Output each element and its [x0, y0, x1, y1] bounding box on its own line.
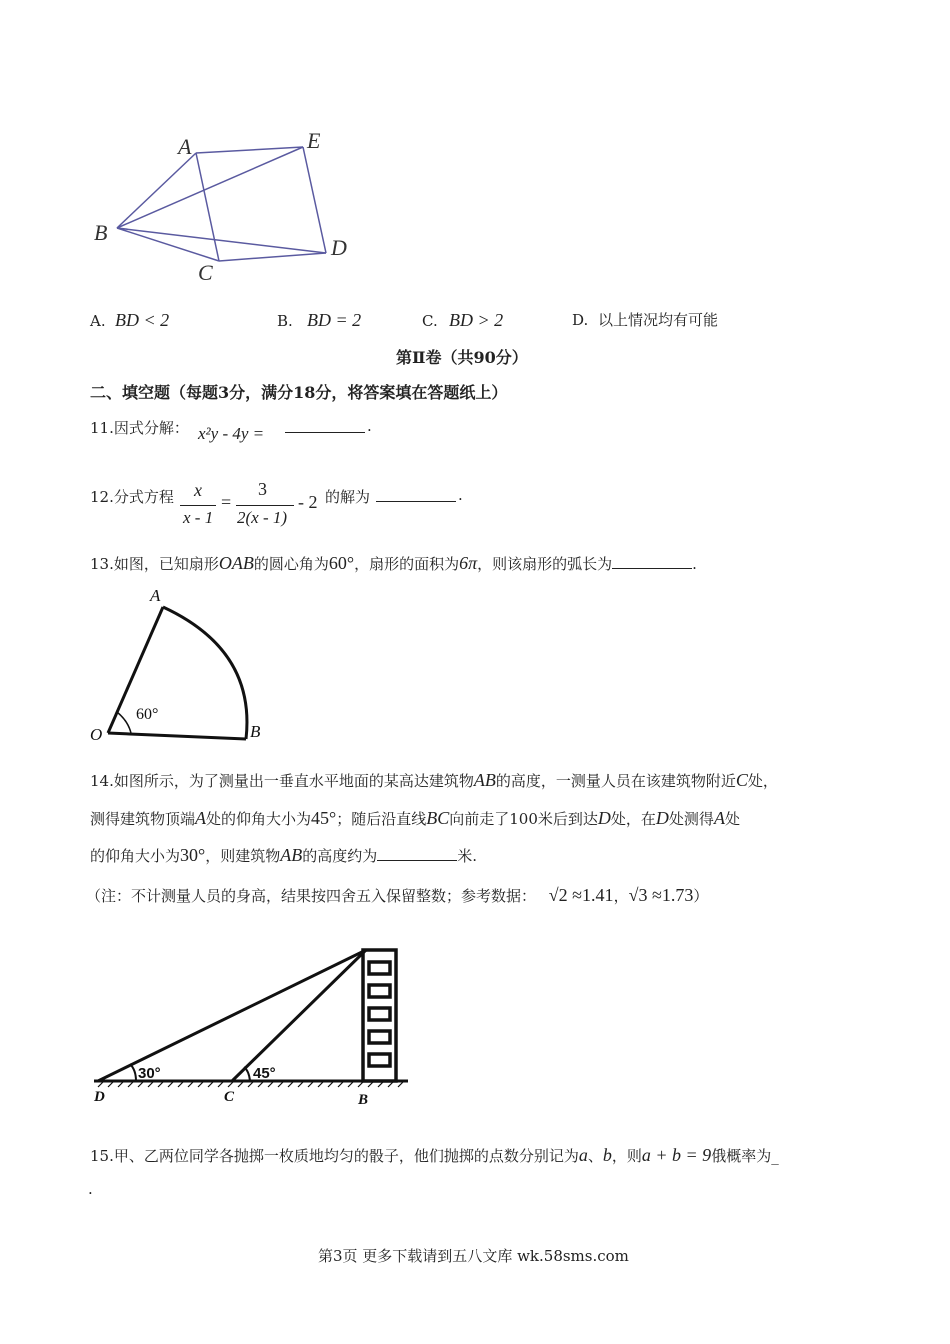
q14-l2-d2: D — [655, 808, 669, 828]
q14-note-text: （注：不计测量人员的身高，结果按四舍五入保留整数；参考数据： — [86, 887, 537, 905]
fig14-label-d: D — [94, 1089, 105, 1105]
figure-sector — [88, 585, 278, 750]
q14-line-2 — [90, 808, 740, 829]
fig13-label-a: A — [150, 586, 161, 605]
q12-den2: 2(x - 1) — [237, 508, 288, 527]
fig14-label-b: B — [358, 1092, 369, 1108]
fig13-label-o: O — [90, 725, 103, 744]
fig13-label-b: B — [250, 722, 261, 741]
q14-l3-angle: 30° — [180, 845, 206, 865]
q14-l2-text-6: 处测得 — [668, 810, 714, 828]
q14-note — [86, 885, 708, 906]
q14-l1-ab: AB — [473, 770, 496, 790]
q12-prefix: 12.分式方程 — [90, 488, 174, 506]
q14-l1-c: C — [735, 770, 748, 790]
q13-oab: OAB — [218, 553, 254, 573]
q15-text-1: 15.甲、乙两位同学各抛掷一枚质地均匀的骰子，他们抛掷的点数分别记为 — [90, 1147, 579, 1165]
q14-l2-text-3: ；随后沿直线 — [336, 810, 427, 828]
part-heading: 二、填空题（每题3分，满分18分，将答案填在答题纸上） — [90, 383, 508, 402]
q14-note-end: ） — [693, 887, 709, 905]
q14-note-sqrt3: √3 ≈1.73 — [628, 885, 694, 905]
figure-building — [90, 940, 420, 1110]
q12-fraction-bar-1 — [180, 505, 216, 506]
q12-end: . — [458, 486, 463, 504]
q14-l3-ab: AB — [280, 845, 303, 865]
q15-a: a — [578, 1145, 588, 1165]
q13-text-4: ，则该扇形的弧长为 — [477, 555, 613, 573]
q11-end: . — [367, 417, 372, 435]
section-title: 第Ⅱ卷（共90分） — [396, 348, 528, 367]
q14-l3-text-3: 的高度约为 — [302, 847, 378, 865]
q12-answer-blank[interactable] — [376, 487, 456, 502]
q14-line-3 — [90, 845, 477, 866]
fig10-label-e: E — [307, 128, 321, 153]
q14-l2-text-7: 处 — [724, 810, 740, 828]
q15-text-3: ，则 — [611, 1147, 642, 1165]
q12-den1: x - 1 — [183, 508, 214, 527]
q14-l2-text-4: 向前走了100米后到达 — [449, 810, 598, 828]
q14-note-sqrt2: √2 ≈1.41 — [548, 885, 614, 905]
q12-equals: = — [221, 492, 232, 512]
q14-l2-a: A — [195, 808, 207, 828]
q12-suffix: 的解为 — [325, 488, 371, 506]
fig14-label-c: C — [224, 1089, 235, 1105]
q12-num2: 3 — [258, 479, 267, 499]
q11-prefix: 11.因式分解： — [90, 419, 189, 437]
q15-sum: a + b = 9 — [641, 1145, 712, 1165]
q14-l2-d1: D — [597, 808, 611, 828]
fig14-angle-45: 45° — [253, 1065, 276, 1082]
fig10-label-c: C — [198, 260, 213, 285]
q12-fraction-bar-2 — [236, 505, 294, 506]
figure-quadrilateral — [85, 120, 375, 290]
q13-angle: 60° — [328, 553, 355, 573]
q15-b: b — [602, 1145, 612, 1165]
option-a-letter: A. — [90, 312, 106, 330]
q11-expr: x²y - 4y = — [198, 424, 265, 443]
option-c-expr: BD > 2 — [449, 310, 504, 330]
q14-l2-a2: A — [713, 808, 725, 828]
q14-line-1 — [90, 770, 778, 791]
q14-l1-text-3: 处， — [747, 772, 778, 790]
q13-end: . — [692, 555, 697, 573]
q12-num1: x — [194, 480, 202, 500]
q14-l1-text-2: 的高度，一测量人员在该建筑物附近 — [495, 772, 736, 790]
q14-l2-text-5: 处，在 — [610, 810, 656, 828]
q14-l3-text-4: 米. — [457, 847, 478, 865]
q14-l2-bc: BC — [426, 808, 450, 828]
fig10-label-d: D — [331, 235, 347, 260]
q13-text-3: ，扇形的面积为 — [354, 555, 460, 573]
option-d-text: 以上情况均有可能 — [598, 311, 719, 329]
q14-l2-text-2: 处的仰角大小为 — [206, 810, 312, 828]
fig13-angle: 60° — [136, 706, 159, 723]
fig10-label-a: A — [178, 134, 192, 159]
q14-note-comma: ， — [613, 887, 629, 905]
fig10-label-b: B — [94, 220, 108, 245]
option-d-letter: D. — [572, 311, 589, 329]
q14-l3-text-2: ，则建筑物 — [205, 847, 281, 865]
option-b-letter: B. — [277, 312, 293, 330]
question-15 — [90, 1145, 779, 1166]
q14-l1-text-1: 14.如图所示，为了测量出一垂直水平地面的某高达建筑物 — [90, 772, 474, 790]
fig14-angle-30: 30° — [138, 1065, 161, 1082]
q14-l2-angle: 45° — [311, 808, 337, 828]
option-c-letter: C. — [422, 312, 438, 330]
q11-answer-blank[interactable] — [285, 418, 365, 433]
page-footer: 第3页 更多下载请到五八文库 wk.58sms.com — [318, 1247, 629, 1265]
q14-l2-text-1: 测得建筑物顶端 — [90, 810, 196, 828]
q15-text-2: 、 — [587, 1147, 603, 1165]
q14-answer-blank[interactable] — [377, 846, 457, 861]
q13-text-1: 13.如图，已知扇形 — [90, 555, 219, 573]
q13-text-2: 的圆心角为 — [253, 555, 329, 573]
q15-text-4: 俄概率为_ — [711, 1147, 779, 1165]
q15-line-2: . — [88, 1180, 93, 1198]
option-a-expr: BD < 2 — [115, 310, 170, 330]
q13-answer-blank[interactable] — [612, 554, 692, 569]
q14-l3-text-1: 的仰角大小为 — [90, 847, 181, 865]
q12-tail: - 2 — [298, 492, 318, 512]
q13-area: 6π — [459, 553, 478, 573]
question-13 — [90, 553, 697, 574]
option-b-expr: BD = 2 — [307, 310, 362, 330]
